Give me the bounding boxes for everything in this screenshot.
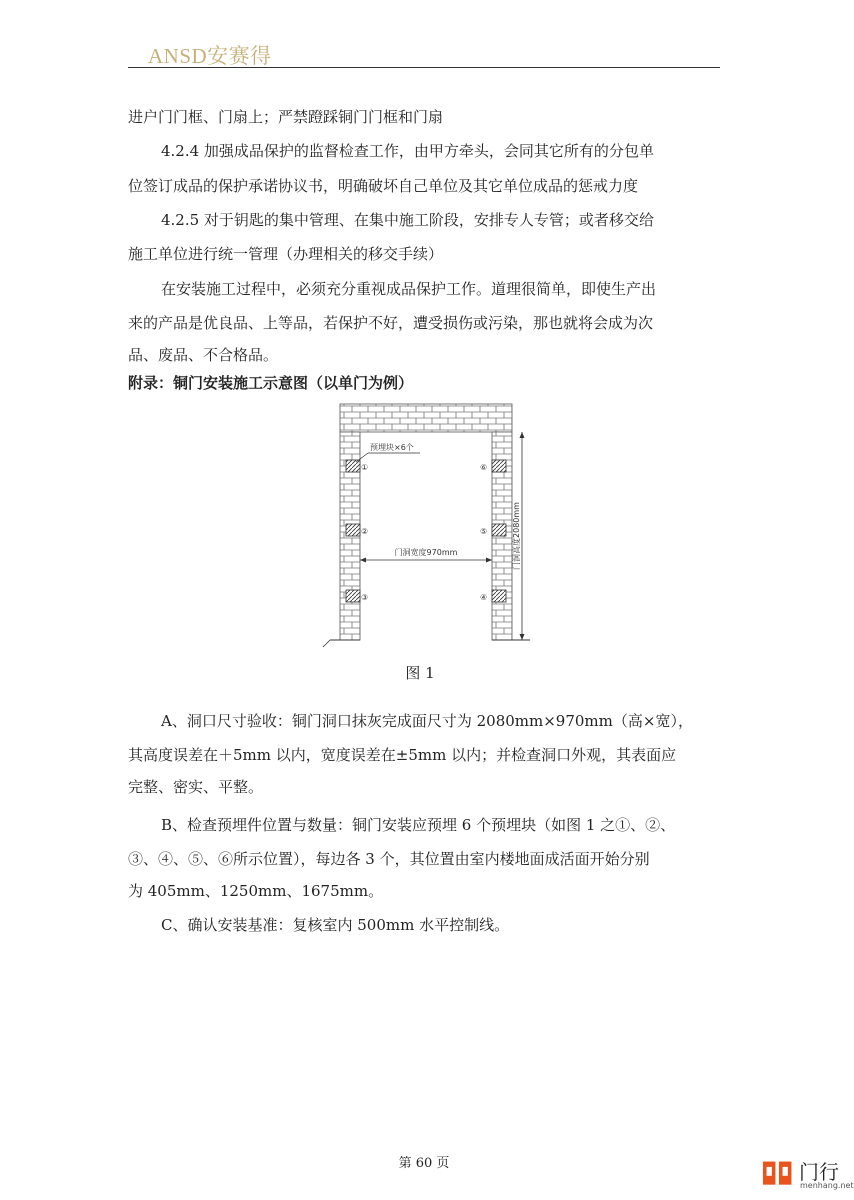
item-line: A、洞口尺寸验收：铜门洞口抹灰完成面尺寸为 2080mm×970mm（高×宽），: [161, 712, 693, 730]
figure-caption: 图 1: [405, 664, 435, 682]
embed-block: [492, 590, 506, 602]
watermark-text: 门行: [799, 1160, 839, 1184]
page-number: 第 60 页: [398, 1156, 450, 1171]
paragraph-line: 在安装施工过程中，必须充分重视成品保护工作。道理很简单，即使生产出: [161, 280, 657, 298]
lintel-wall: [340, 404, 512, 432]
item-line: 为 405mm、1250mm、1675mm。: [128, 882, 384, 900]
embed-block: [492, 460, 506, 472]
marker-5: ⑤: [480, 527, 488, 536]
paragraph-line: 施工单位进行统一管理（办理相关的移交手续）: [128, 245, 444, 263]
watermark-logo-icon: [761, 1158, 797, 1190]
header-divider: [128, 67, 720, 68]
watermark-url: menhang.net: [800, 1181, 854, 1190]
diagram-svg: [320, 400, 540, 650]
embed-block: [492, 524, 506, 536]
item-line: B、检查预埋件位置与数量：铜门安装应预埋 6 个预埋块（如图 1 之①、②、: [161, 816, 676, 834]
embed-block-label: 预埋块×6个: [370, 443, 414, 452]
marker-1: ①: [361, 463, 369, 472]
height-label: 门洞高度2080mm: [512, 502, 521, 570]
paragraph-line: 4.2.5 对于钥匙的集中管理、在集中施工阶段，安排专人专管；或者移交给: [161, 211, 654, 229]
paragraph-line: 位签订成品的保护承诺协议书，明确破坏自己单位及其它单位成品的惩戒力度: [128, 177, 639, 195]
embed-block: [346, 460, 360, 472]
marker-6: ⑥: [480, 463, 488, 472]
embed-block: [346, 590, 360, 602]
width-label: 门洞宽度970mm: [394, 548, 458, 557]
marker-4: ④: [480, 593, 488, 602]
paragraph-line: 来的产品是优良品、上等品，若保护不好，遭受损伤或污染，那也就将会成为次: [128, 314, 654, 332]
item-line: ③、④、⑤、⑥所示位置），每边各 3 个，其位置由室内楼地面成活面开始分别: [128, 850, 650, 868]
embed-block: [346, 524, 360, 536]
item-line: 完整、密实、平整。: [128, 778, 264, 796]
paragraph-line: 品、废品、不合格品。: [128, 346, 279, 364]
item-line: 其高度误差在＋5mm 以内，宽度误差在±5mm 以内；并检查洞口外观，其表面应: [128, 746, 677, 764]
appendix-title: 附录：铜门安装施工示意图（以单门为例）: [128, 374, 414, 392]
brand-logo: ANSD安赛得: [148, 44, 272, 68]
item-line: C、确认安装基准：复核室内 500mm 水平控制线。: [161, 916, 510, 934]
paragraph-line: 进户门门框、门扇上；严禁蹬踩铜门门框和门扇: [128, 108, 444, 126]
marker-2: ②: [361, 527, 369, 536]
marker-3: ③: [361, 593, 369, 602]
paragraph-line: 4.2.4 加强成品保护的监督检查工作，由甲方牵头，会同其它所有的分包单: [161, 142, 654, 160]
door-installation-diagram: [320, 400, 540, 650]
